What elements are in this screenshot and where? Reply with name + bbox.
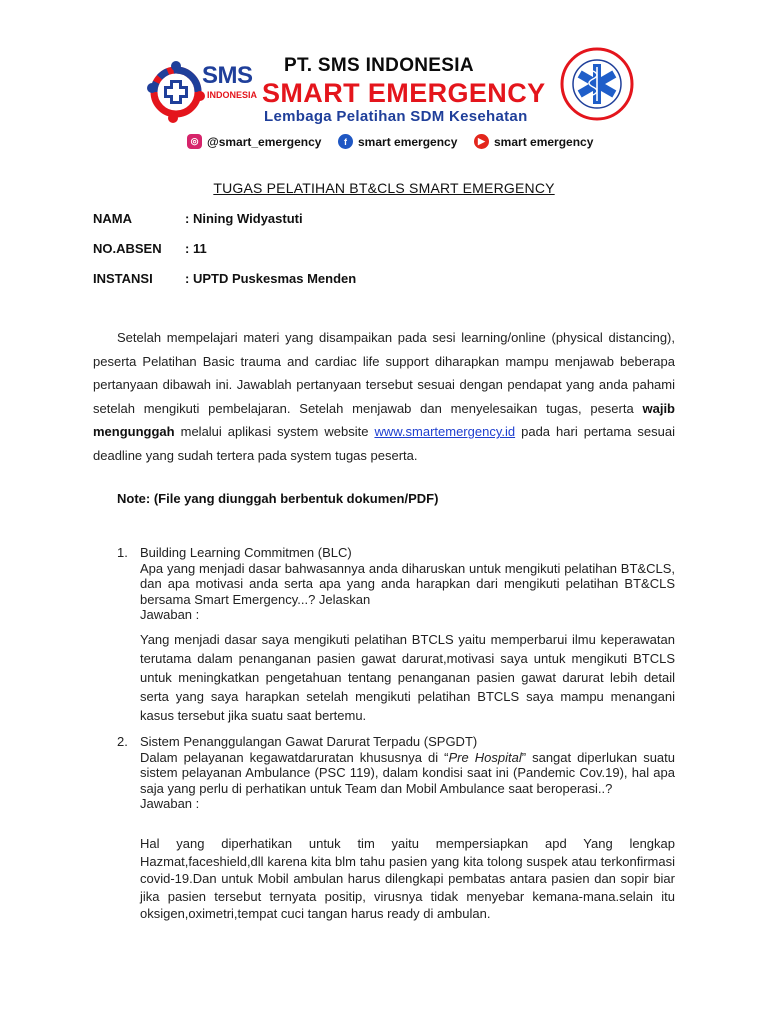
intro-text-2: melalui aplikasi system website bbox=[174, 424, 375, 439]
question-body bbox=[140, 750, 675, 812]
sms-logo-subtext: INDONESIA bbox=[207, 90, 258, 100]
field-label: NO.ABSEN bbox=[93, 241, 162, 256]
question-text-pre: Dalam pelayanan kegawatdaruratan khususnya di “ bbox=[140, 750, 449, 765]
intro-bold: wajib mengunggah bbox=[93, 400, 675, 439]
answer-text: Yang menjadi dasar saya mengikuti pelatihan BTCLS yaitu memperbarui ilmu keperawatan terutama dalam penanganan pasien gawat darurat,motivasi saya untuk mengikuti BTCLS untuk meningkatkan pengetahuan tentang penanganan pasien gawat darurat lebih detail serta yang saya harapkan setelah mengikuti pelatihan BTCLS saya mampu menangani kasus tersebut jika suatu saat bertemu. bbox=[140, 632, 675, 723]
field-nama bbox=[93, 211, 303, 226]
star-of-life-emblem bbox=[560, 47, 634, 121]
question-text: Apa yang menjadi dasar bahwasannya anda diharuskan untuk mengikuti pelatihan BT&CLS, dan apa motivasi anda serta apa yang anda harapkan dari mengikuti pelatihan BT&CLS bersama Smart Emergency...? Jelaskan bbox=[140, 561, 675, 607]
field-no-absen bbox=[93, 241, 207, 256]
tagline: Lembaga Pelatihan SDM Kesehatan bbox=[264, 108, 528, 125]
brand-name: SMART EMERGENCY bbox=[262, 78, 546, 108]
field-value: : UPTD Puskesmas Menden bbox=[185, 271, 357, 286]
question-number: 2. bbox=[117, 734, 128, 749]
instagram-handle[interactable] bbox=[187, 134, 321, 149]
question-title: Building Learning Commitmen (BLC) bbox=[140, 545, 352, 560]
star-of-life-icon bbox=[560, 47, 634, 121]
facebook-label: smart emergency bbox=[358, 134, 458, 149]
field-label: INSTANSI bbox=[93, 271, 153, 286]
question-body bbox=[140, 561, 675, 623]
field-label: NAMA bbox=[93, 211, 132, 226]
company-name: PT. SMS INDONESIA bbox=[284, 55, 474, 76]
answer-text: Hal yang diperhatikan untuk tim yaitu mempersiapkan apd Yang lengkap Hazmat,faceshield,dll karena kita blm tahu pasien yang kita tolong suspek atau terkonfirmasi covid-19.Dan untuk Mobil ambulan harus dilengkapi pembatas antara pasien dan sopir biar jika pasien tersebut ternyata positip, virusnya tidak menyebar kemana-mana.selain itu oksigen,oximetri,tempat cuci tangan harus ready di ambulan. bbox=[140, 836, 675, 921]
intro-paragraph bbox=[93, 326, 675, 467]
question-text-post: ” sangat diperlukan suatu sistem pelayanan Ambulance (PSC 119), dalam kondisi saat ini (Pandemic Cov.19), hal apa saja yang perlu di perhatikan untuk Team dan Mobil Ambulance saat beroperasi..? bbox=[140, 750, 676, 796]
question-number: 1. bbox=[117, 545, 128, 560]
sms-logo-text: SMS bbox=[202, 62, 253, 89]
field-instansi bbox=[93, 271, 356, 286]
youtube-icon: ▶ bbox=[474, 134, 489, 149]
website-link[interactable]: www.smartemergency.id bbox=[374, 424, 516, 439]
instagram-label: @smart_emergency bbox=[207, 134, 322, 149]
intro-text-3: pada hari pertama sesuai deadline yang sudah tertera pada system tugas peserta. bbox=[93, 424, 675, 463]
facebook-handle[interactable] bbox=[338, 134, 457, 149]
answer-label: Jawaban : bbox=[140, 607, 200, 623]
intro-text-1: Setelah mempelajari materi yang disampaikan pada sesi learning/online (physical distancing), peserta Pelatihan Basic trauma and cardiac life support diharapkan mampu menjawab beberapa pertanyaan dibawah ini. Jawablah pertanyaan tersebut sesuai dengan pendapat yang anda pahami setelah mengikuti pembelajaran. Setelah menjawab dan menyelesaikan tugas, peserta bbox=[93, 330, 675, 416]
answer-label: Jawaban : bbox=[140, 796, 200, 812]
instagram-icon: ◎ bbox=[187, 134, 202, 149]
question-text-italic: Pre Hospital bbox=[448, 750, 522, 765]
field-value: : Nining Widyastuti bbox=[185, 211, 303, 226]
question-text bbox=[140, 750, 675, 796]
upload-note: Note: (File yang diunggah berbentuk dokumen/PDF) bbox=[117, 491, 439, 506]
facebook-icon: f bbox=[338, 134, 353, 149]
youtube-handle[interactable] bbox=[474, 134, 593, 149]
field-value: : 11 bbox=[185, 241, 207, 256]
document-title: TUGAS PELATIHAN BT&CLS SMART EMERGENCY bbox=[213, 180, 555, 196]
youtube-label: smart emergency bbox=[494, 134, 594, 149]
question-title: Sistem Penanggulangan Gawat Darurat Terpadu (SPGDT) bbox=[140, 734, 478, 749]
